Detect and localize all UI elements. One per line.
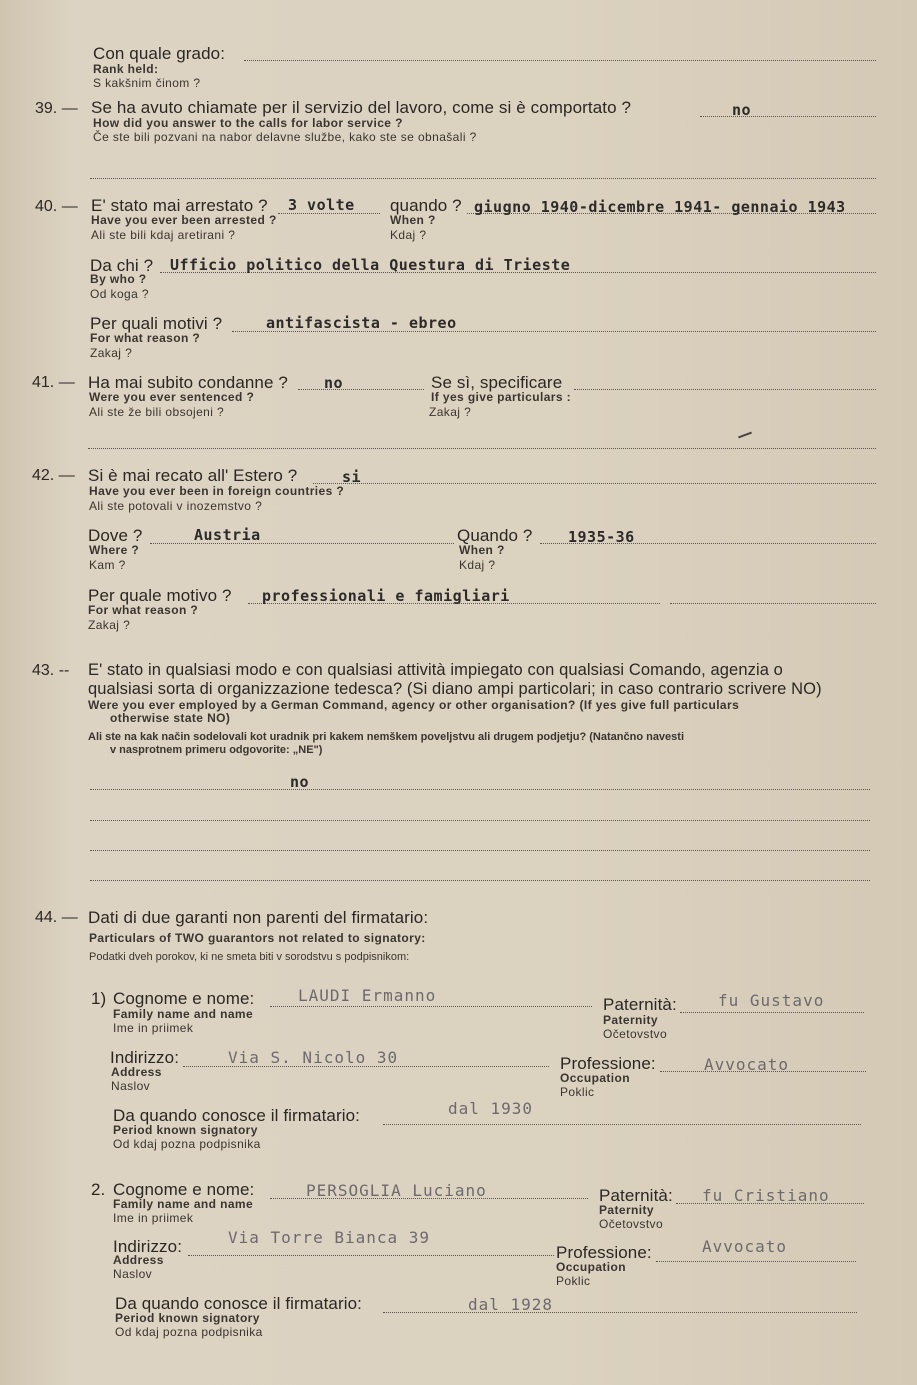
rank-label-en: Rank held: bbox=[93, 62, 159, 76]
guarantor-2-paternity: fu Cristiano bbox=[702, 1186, 830, 1205]
q42-reason-line-2[interactable] bbox=[670, 603, 876, 604]
q43-label-sl-1: Ali ste na kak način sodelovali kot uradnik pri kakem nemškem poveljstvu ali drugem podjetju? (Natančno navesti bbox=[88, 731, 685, 743]
q41-sentenced-label-sl: Ali ste že bili obsojeni ? bbox=[89, 405, 225, 419]
q42-reason-label-it: Per quale motivo ? bbox=[88, 586, 232, 605]
rank-answer-line[interactable] bbox=[244, 60, 876, 61]
guarantor-2-since-label-en: Period known signatory bbox=[115, 1311, 260, 1325]
guarantor-1-since-label-en: Period known signatory bbox=[113, 1123, 258, 1137]
q41-sentenced-label-it: Ha mai subito condanne ? bbox=[88, 373, 288, 392]
q41-extra-line[interactable] bbox=[88, 448, 876, 449]
q40-when-label-en: When ? bbox=[390, 213, 436, 227]
q43-label-it-2: qualsiasi sorta di organizzazione tedesca? (Si diano ampi particolari; in caso contrario scrivere NO) bbox=[88, 680, 822, 698]
guarantor-2-profession-label-it: Professione: bbox=[556, 1243, 652, 1262]
q43-answer: no bbox=[290, 773, 310, 791]
q40-when-label-it: quando ? bbox=[390, 196, 462, 215]
guarantor-1-address-label-sl: Naslov bbox=[111, 1079, 151, 1093]
q40-when-label-sl: Kdaj ? bbox=[390, 228, 427, 242]
q40-arrest-label-it: E' stato mai arrestato ? bbox=[91, 196, 268, 215]
guarantor-2-name-label-it: Cognome e nome: bbox=[113, 1180, 255, 1199]
guarantor-1-name-label-en: Family name and name bbox=[113, 1007, 254, 1021]
guarantor-1-profession-label-en: Occupation bbox=[560, 1071, 631, 1085]
q42-abroad-label-it: Si è mai recato all' Estero ? bbox=[88, 466, 298, 485]
q40-reason-label-it: Per quali motivi ? bbox=[90, 314, 223, 333]
q39-number: 39. — bbox=[35, 100, 78, 117]
q40-by-label-en: By who ? bbox=[90, 272, 147, 286]
guarantor-1-address-label-en: Address bbox=[111, 1065, 162, 1079]
guarantor-2-profession-label-sl: Poklic bbox=[556, 1274, 591, 1288]
q42-where-label-it: Dove ? bbox=[88, 526, 143, 545]
guarantor-2-since-label-sl: Od kdaj pozna podpisnika bbox=[115, 1325, 263, 1339]
guarantor-2-profession-label-en: Occupation bbox=[556, 1260, 627, 1274]
guarantor-1-name: LAUDI Ermanno bbox=[298, 986, 437, 1005]
guarantor-2-number: 2. bbox=[91, 1180, 106, 1199]
q41-number: 41. — bbox=[32, 374, 75, 391]
q42-number: 42. — bbox=[32, 467, 75, 484]
q42-where-label-sl: Kam ? bbox=[89, 558, 126, 572]
q43-number: 43. -- bbox=[32, 662, 70, 679]
guarantor-2-name-label-en: Family name and name bbox=[113, 1197, 254, 1211]
q39-label-it: Se ha avuto chiamate per il servizio del lavoro, come si è comportato ? bbox=[91, 98, 632, 117]
guarantor-1-since: dal 1930 bbox=[448, 1099, 534, 1118]
rank-label-it: Con quale grado: bbox=[93, 44, 226, 63]
guarantor-1-since-label-sl: Od kdaj pozna podpisnika bbox=[113, 1137, 261, 1151]
q42-when-label-sl: Kdaj ? bbox=[459, 558, 496, 572]
q43-answer-line-4[interactable] bbox=[90, 880, 870, 881]
q42-reason-label-en: For what reason ? bbox=[88, 603, 199, 617]
guarantor-2-address-line[interactable] bbox=[188, 1255, 554, 1256]
q42-reason-label-sl: Zakaj ? bbox=[88, 618, 131, 632]
ink-mark bbox=[738, 432, 752, 439]
q41-specify-line[interactable] bbox=[574, 389, 876, 390]
q44-label-it: Dati di due garanti non parenti del firmatario: bbox=[88, 908, 429, 927]
q42-reason-answer: professionali e famigliari bbox=[262, 587, 510, 605]
q40-arrest-label-en: Have you ever been arrested ? bbox=[91, 213, 277, 227]
guarantor-1-paternity-label-it: Paternità: bbox=[603, 995, 677, 1014]
guarantor-1-paternity-label-en: Paternity bbox=[603, 1013, 658, 1027]
q44-label-sl: Podatki dveh porokov, ki ne smeta biti v sorodstvu s podpisnikom: bbox=[89, 951, 410, 963]
q40-reason-answer: antifascista - ebreo bbox=[266, 314, 457, 332]
q42-where-answer: Austria bbox=[194, 526, 261, 544]
guarantor-1-profession-label-it: Professione: bbox=[560, 1054, 656, 1073]
guarantor-1-profession: Avvocato bbox=[704, 1055, 790, 1074]
q41-specify-label-it: Se sì, specificare bbox=[431, 373, 563, 392]
q39-extra-line[interactable] bbox=[90, 178, 876, 179]
guarantor-2-address-label-en: Address bbox=[113, 1253, 164, 1267]
guarantor-2-address: Via Torre Bianca 39 bbox=[228, 1228, 431, 1247]
guarantor-2-paternity-label-en: Paternity bbox=[599, 1203, 654, 1217]
q40-by-label-it: Da chi ? bbox=[90, 256, 154, 275]
guarantor-2-address-label-it: Indirizzo: bbox=[113, 1237, 183, 1256]
guarantor-1-profession-label-sl: Poklic bbox=[560, 1085, 595, 1099]
q39-label-sl: Če ste bili pozvani na nabor delavne službe, kako ste se obnašali ? bbox=[93, 130, 477, 144]
guarantor-2-profession-line[interactable] bbox=[656, 1261, 856, 1262]
q42-where-label-en: Where ? bbox=[89, 543, 140, 557]
q43-label-en-2: otherwise state NO) bbox=[110, 711, 231, 725]
guarantor-1-name-line[interactable] bbox=[270, 1006, 592, 1007]
guarantor-1-number: 1) bbox=[91, 989, 107, 1008]
guarantor-2-paternity-label-sl: Očetovstvo bbox=[599, 1217, 664, 1231]
q42-abroad-label-sl: Ali ste potovali v inozemstvo ? bbox=[89, 499, 263, 513]
q44-label-en: Particulars of TWO guarantors not related to signatory: bbox=[89, 931, 426, 945]
q41-sentenced-answer: no bbox=[324, 374, 344, 392]
q39-answer: no bbox=[732, 101, 752, 119]
q43-label-sl-2: v nasprotnem primeru odgovorite: „NE") bbox=[110, 744, 323, 756]
guarantor-2-since: dal 1928 bbox=[468, 1295, 554, 1314]
q43-label-it-1: E' stato in qualsiasi modo e con qualsiasi attività impiegato con qualsiasi Comando, agenzia o bbox=[88, 661, 783, 679]
q40-by-label-sl: Od koga ? bbox=[90, 287, 149, 301]
rank-label-sl: S kakšnim činom ? bbox=[93, 76, 201, 90]
q40-by-answer: Ufficio politico della Questura di Trieste bbox=[170, 256, 571, 274]
q42-when-label-it: Quando ? bbox=[457, 526, 533, 545]
guarantor-2-name-label-sl: Ime in priimek bbox=[113, 1211, 194, 1225]
q40-when-answer: giugno 1940-dicembre 1941- gennaio 1943 bbox=[474, 198, 846, 216]
q42-abroad-line[interactable] bbox=[313, 483, 876, 484]
q43-answer-line-2[interactable] bbox=[90, 820, 870, 821]
q41-specify-label-en: If yes give particulars : bbox=[431, 390, 572, 404]
q41-sentenced-label-en: Were you ever sentenced ? bbox=[89, 390, 255, 404]
guarantor-2-since-line[interactable] bbox=[383, 1312, 857, 1313]
q42-when-label-en: When ? bbox=[459, 543, 505, 557]
guarantor-2-since-label-it: Da quando conosce il firmatario: bbox=[115, 1294, 362, 1313]
q42-abroad-answer: si bbox=[342, 468, 362, 486]
guarantor-1-paternity: fu Gustavo bbox=[718, 991, 825, 1010]
q43-answer-line-1[interactable] bbox=[90, 789, 870, 790]
guarantor-1-address: Via S. Nicolo 30 bbox=[228, 1048, 399, 1067]
q42-abroad-label-en: Have you ever been in foreign countries ? bbox=[89, 484, 345, 498]
q44-number: 44. — bbox=[35, 909, 78, 926]
guarantor-1-name-label-sl: Ime in priimek bbox=[113, 1021, 194, 1035]
q40-number: 40. — bbox=[35, 198, 78, 215]
q41-sentenced-line[interactable] bbox=[298, 389, 424, 390]
q40-reason-label-sl: Zakaj ? bbox=[90, 346, 133, 360]
q43-label-en-1: Were you ever employed by a German Command, agency or other organisation? (If yes give full particulars bbox=[88, 698, 740, 712]
guarantor-1-since-line[interactable] bbox=[383, 1124, 861, 1125]
guarantor-1-name-label-it: Cognome e nome: bbox=[113, 989, 255, 1008]
guarantor-1-since-label-it: Da quando conosce il firmatario: bbox=[113, 1106, 360, 1125]
q41-specify-label-sl: Zakaj ? bbox=[429, 405, 472, 419]
guarantor-1-address-label-it: Indirizzo: bbox=[110, 1048, 180, 1067]
guarantor-2-paternity-label-it: Paternità: bbox=[599, 1186, 673, 1205]
q39-label-en: How did you answer to the calls for labor service ? bbox=[93, 116, 403, 130]
guarantor-2-profession: Avvocato bbox=[702, 1237, 788, 1256]
guarantor-1-paternity-label-sl: Očetovstvo bbox=[603, 1027, 668, 1041]
guarantor-2-address-label-sl: Naslov bbox=[113, 1267, 153, 1281]
q40-arrest-answer: 3 volte bbox=[288, 196, 355, 214]
q40-arrest-label-sl: Ali ste bili kdaj aretirani ? bbox=[91, 228, 236, 242]
q43-answer-line-3[interactable] bbox=[90, 850, 870, 851]
guarantor-2-name: PERSOGLIA Luciano bbox=[306, 1181, 487, 1200]
q42-when-answer: 1935-36 bbox=[568, 528, 635, 546]
q40-reason-label-en: For what reason ? bbox=[90, 331, 201, 345]
guarantor-1-paternity-line[interactable] bbox=[680, 1012, 864, 1013]
q39-answer-line[interactable] bbox=[700, 116, 876, 117]
